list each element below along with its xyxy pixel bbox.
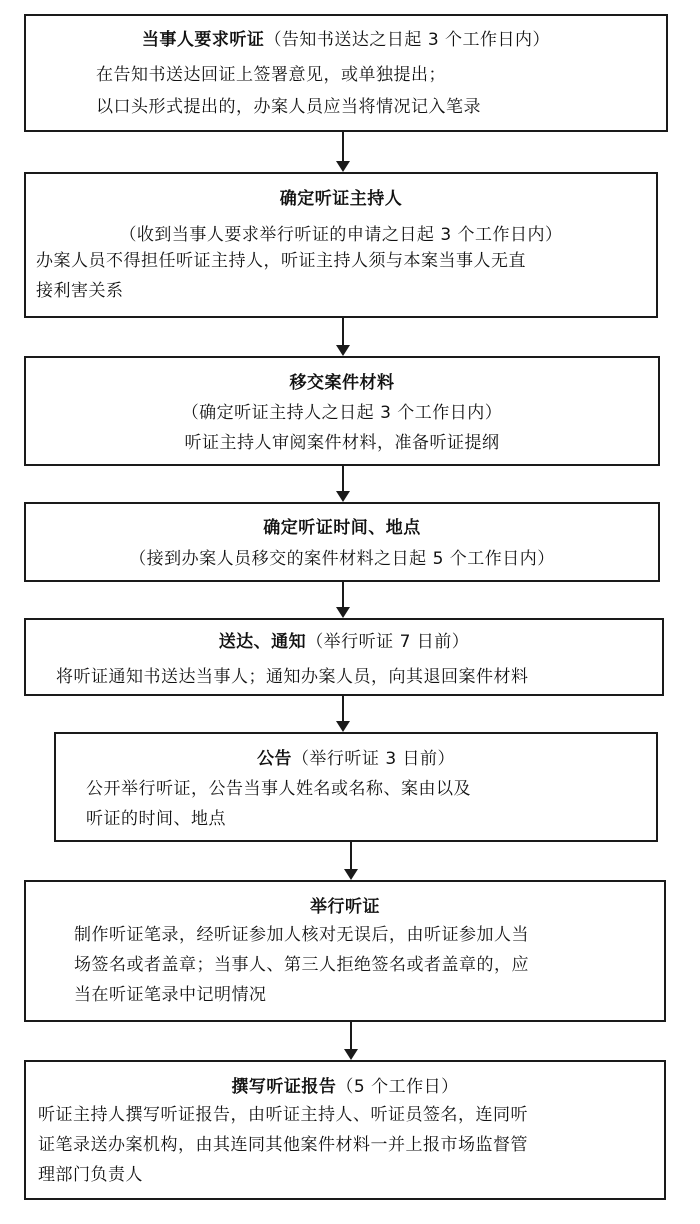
step-text-line: 当在听证笔录中记明情况: [74, 985, 267, 1005]
step-text-line: 场签名或者盖章；当事人、第三人拒绝签名或者盖章的，应: [74, 955, 529, 975]
step-text-line: 接利害关系: [36, 281, 124, 301]
step-heading: [56, 748, 656, 770]
flow-arrow: [336, 318, 350, 356]
step-title: 确定听证时间、地点: [263, 518, 421, 538]
flow-arrow: [336, 466, 350, 502]
step-text-line: 将听证通知书送达当事人；通知办案人员，向其退回案件材料: [56, 667, 529, 687]
step-text-line: 以口头形式提出的，办案人员应当将情况记入笔录: [96, 97, 481, 117]
step-title: 撰写听证报告: [231, 1077, 337, 1097]
step-text-line: 办案人员不得担任听证主持人，听证主持人须与本案当事人无直: [36, 251, 526, 271]
step-title: 公告: [256, 749, 292, 769]
flow-step-hold-hearing: [24, 880, 666, 1022]
step-heading: [26, 29, 666, 51]
step-text-line: 理部门负责人: [38, 1165, 143, 1185]
step-text-line: 听证的时间、地点: [86, 809, 226, 829]
flow-step-request-hearing: [24, 14, 668, 132]
flow-arrow: [344, 842, 358, 880]
flow-step-announcement: [54, 732, 658, 842]
step-deadline: （举行听证 7 日前）: [306, 632, 470, 652]
step-deadline: （确定听证主持人之日起 3 个工作日内）: [181, 403, 503, 423]
step-text-line: 证笔录送办案机构，由其连同其他案件材料一并上报市场监督管: [38, 1135, 528, 1155]
flow-step-transfer-materials: [24, 356, 660, 466]
flow-step-write-report: [24, 1060, 666, 1200]
step-heading: [26, 631, 662, 653]
step-text-line: 公开举行听证，公告当事人姓名或名称、案由以及: [86, 779, 471, 799]
step-deadline: （收到当事人要求举行听证的申请之日起 3 个工作日内）: [119, 225, 563, 245]
step-deadline: （5 个工作日）: [336, 1077, 459, 1097]
step-title: 举行听证: [310, 897, 380, 917]
step-title: 移交案件材料: [289, 373, 395, 393]
step-deadline: （接到办案人员移交的案件材料之日起 5 个工作日内）: [129, 549, 555, 569]
step-text-line: 在告知书送达回证上签署意见，或单独提出；: [96, 65, 446, 85]
flow-step-appoint-host: [24, 172, 658, 318]
step-text-line: 听证主持人撰写听证报告，由听证主持人、听证员签名，连同听: [38, 1105, 528, 1125]
step-title: 确定听证主持人: [279, 189, 403, 209]
step-title: 送达、通知: [218, 632, 307, 652]
flow-arrow: [336, 132, 350, 172]
flow-step-deliver-notify: [24, 618, 664, 696]
step-deadline: （告知书送达之日起 3 个工作日内）: [264, 30, 551, 50]
step-text-line: 听证主持人审阅案件材料，准备听证提纲: [184, 433, 500, 453]
step-deadline: （举行听证 3 日前）: [291, 749, 456, 769]
step-text-line: 制作听证笔录，经听证参加人核对无误后，由听证参加人当: [74, 925, 529, 945]
flow-arrow: [344, 1022, 358, 1060]
step-heading: [26, 1076, 664, 1098]
flow-arrow: [336, 696, 350, 732]
flow-arrow: [336, 582, 350, 618]
step-title: 当事人要求听证: [141, 30, 265, 50]
flow-step-set-time-place: [24, 502, 660, 582]
